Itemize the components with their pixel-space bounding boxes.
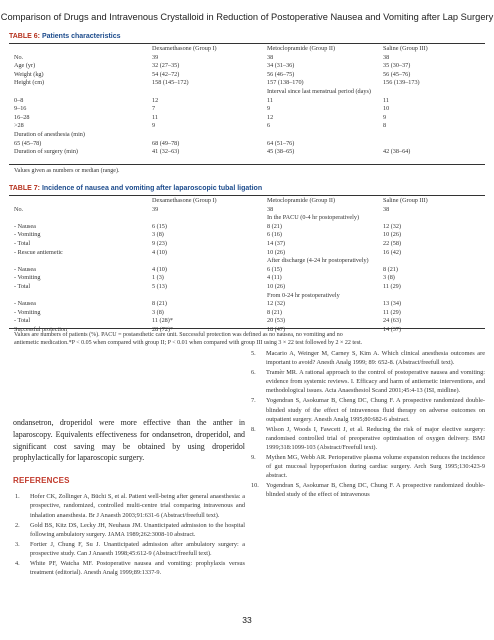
table7-note [14, 331, 362, 348]
table-cell: Duration of surgery (min) [14, 148, 78, 156]
table-cell: 11 [383, 96, 389, 104]
table-cell [9, 214, 147, 223]
reference-item [249, 349, 485, 367]
table-cell: 38 [383, 205, 390, 213]
table-cell: 4 (10) [152, 265, 167, 273]
table-cell: 12 [152, 96, 159, 104]
column-header: Dexamethasone (Group I) [152, 45, 217, 52]
table-cell: - Total [14, 317, 31, 325]
table-cell: 14 (37) [383, 325, 402, 333]
table-cell [378, 214, 485, 223]
references-list-right [249, 349, 485, 500]
table-row [9, 206, 485, 215]
reference-item [13, 559, 245, 577]
table-cell: - Nausea [14, 300, 36, 308]
table-row [9, 114, 485, 123]
table-cell: 12 [267, 113, 274, 121]
table-cell [378, 292, 485, 301]
table-cell: 8 (21) [152, 300, 167, 308]
reference-number: 10. [251, 482, 259, 490]
body-paragraph: ondansetron, droperidol were more effective than the anther in laparoscopy. Equivalents effectiveness for ondansetron, droperidol, and significant cost saving may be obtained by using droperidol prophylactically for laparoscopic surgery. [13, 418, 245, 463]
table-cell [378, 140, 485, 149]
table-cell: 64 (51–76) [267, 139, 295, 147]
table-cell: 11 [152, 113, 158, 121]
table-cell [147, 88, 262, 97]
right-column [249, 349, 485, 501]
table-cell: Successful protection [14, 325, 68, 333]
reference-text: Mythen MG, Webb AR. Perioperative plasma volume expansion reduces the incidence of gut mucosal hypoperfusion during cardiac surgery. Arch Surg 1995;130:423-9 abstract. [266, 454, 485, 480]
table-cell: 156 (139–173) [383, 79, 420, 87]
reference-text: Tramèr MR. A rational approach to the control of postoperative nausea and vomiting: evidence from systemic reviews. I. Efficacy and harm of antiemetic interventions, and methodological issues. Acta Anaesthesiol Scand 2001;45:4-13 (ISI, midline). [266, 369, 485, 395]
table-cell: No. [14, 53, 24, 61]
table-cell: 6 (15) [267, 265, 282, 273]
table6-note: Values given as numbers or median (range). [14, 168, 120, 174]
table-cell: After discharge (4-24 hr postoperatively) [267, 257, 369, 265]
table-cell: - Vomiting [14, 308, 41, 316]
reference-item [13, 521, 245, 539]
table-cell [262, 131, 378, 140]
reference-text: Macario A, Weinger M, Carney S, Kim A. Which clinical anesthesia outcomes are important to avoid? Anesth Analg 1999; 89: 652-8. (Abstract/freefull text). [266, 350, 485, 367]
table-cell: 39 [152, 53, 159, 61]
table-cell: 0–8 [14, 96, 24, 104]
left-column [13, 417, 245, 578]
table7 [9, 197, 485, 335]
table-cell: 35 (30–37) [383, 62, 411, 70]
table-cell: - Total [14, 282, 31, 290]
table-cell: 4 (10) [152, 248, 167, 256]
table-cell: 38 [383, 53, 390, 61]
table-cell: 10 (26) [383, 231, 402, 239]
table-row [9, 131, 485, 140]
table-cell: Height (cm) [14, 79, 45, 87]
table-cell [9, 292, 147, 301]
table-cell: 18 (47) [267, 325, 286, 333]
table-row [9, 240, 485, 249]
reference-text: White PF, Watcha MF. Postoperative nausea and vomiting: prophylaxis versus treatment (editorial). Anesth Analg 1999;89:1337-9. [30, 560, 245, 577]
references-list-left [13, 492, 245, 577]
reference-text: Hofer CK, Zollinger A, Büchi S, et al. Patient well-being after general anaesthesia: a prospective, randomized, controlled multi-centre trial comparing intravenous and inhalation anaesthesia. Br J Anaesth 2003;91:631-6 (Abstract/freefull text). [30, 493, 245, 519]
table-cell: 24 (63) [383, 317, 402, 325]
table-cell [147, 131, 262, 140]
table-cell: In the PACU (0-4 hr postoperatively) [267, 214, 360, 222]
table-cell: 9 [383, 113, 387, 121]
reference-number: 1. [15, 493, 20, 501]
table7-note-line2: antiemetic medication.*P < 0.05 when compared with group II; P < 0.01 when compared with group III using 3 × 22 test followed by 2 × 22 test. [14, 340, 363, 347]
table6 [9, 45, 485, 157]
table7-label: TABLE 7: [9, 185, 40, 192]
reference-item [249, 481, 485, 499]
table-cell: 54 (42–72) [152, 70, 180, 78]
table-cell [378, 131, 485, 140]
table-cell: 10 (26) [267, 248, 286, 256]
table-cell: - Vomiting [14, 274, 41, 282]
table-cell: 65 (45–78) [14, 139, 42, 147]
table-cell: 13 (34) [383, 300, 402, 308]
table-cell: 7 [152, 105, 156, 113]
table-cell: 11 (29) [383, 282, 401, 290]
table-row [9, 309, 485, 318]
table-cell: - Nausea [14, 222, 36, 230]
table-cell: 5 (13) [152, 282, 167, 290]
reference-item [13, 492, 245, 519]
table-cell: 45 (38–65) [267, 148, 295, 156]
reference-text: Yogendran S, Asokumar B, Cheng DC, Chung F. A prospective randomized double-blinded study of the effect of intravenous fluid therapy on adverse outcomes on outpatient surgery. Anesth Analg 1995;80:682-6 abstract. [266, 397, 485, 423]
table-cell: 56 (46–75) [267, 70, 295, 78]
table-row [9, 300, 485, 309]
table-cell [147, 214, 262, 223]
table-cell: 56 (45–76) [383, 70, 411, 78]
reference-number: 8. [251, 425, 256, 433]
table-cell: 9 [152, 122, 156, 130]
reference-number: 3. [15, 540, 20, 548]
table-cell: From 0-24 hr postoperatively [267, 291, 340, 299]
table-cell: 12 (32) [267, 300, 286, 308]
table-row [9, 214, 485, 223]
table-cell [378, 88, 485, 97]
table-cell: 11 (28)* [152, 317, 173, 325]
table-row [9, 317, 485, 326]
reference-number: 9. [251, 454, 256, 462]
table7-top-rule [9, 195, 485, 196]
table-cell [9, 257, 147, 266]
table-cell: 9 [267, 105, 271, 113]
table-cell: - Vomiting [14, 231, 41, 239]
table-cell: 11 (29) [383, 308, 401, 316]
table-cell: 8 (21) [267, 308, 282, 316]
table-row [9, 105, 485, 114]
table-cell: Age (yr) [14, 62, 36, 70]
table-cell: 3 (8) [152, 231, 164, 239]
reference-number: 6. [251, 369, 256, 377]
table-cell: 6 (16) [267, 231, 282, 239]
column-header: Metoclopramide (Group II) [267, 197, 336, 204]
references-heading: REFERENCES [13, 476, 70, 486]
table-cell: 3 (8) [152, 308, 164, 316]
reference-text: Gold BS, Kitz DS, Lecky JH, Neuhaus JM. Unanticipated admission to the hospital following ambulatory surgery. JAMA 1989;262:3008-10 abstract. [30, 521, 245, 538]
table-cell: Weight (kg) [14, 70, 44, 78]
column-header: Dexamethasone (Group I) [152, 197, 217, 204]
table-cell: 32 (27–35) [152, 62, 180, 70]
table-row [9, 257, 485, 266]
table-cell: >28 [14, 122, 24, 130]
table-cell: 41 (32–63) [152, 148, 180, 156]
table-cell: 158 (145–172) [152, 79, 189, 87]
table-cell: 8 (21) [267, 222, 282, 230]
table-cell: Interval since last menstrual period (days) [267, 87, 371, 95]
table6-header-row [9, 45, 485, 54]
table7-caption [9, 185, 262, 192]
table-cell: 16–28 [14, 113, 30, 121]
table-row [9, 231, 485, 240]
table-row [9, 97, 485, 106]
table-cell: 8 (21) [383, 265, 398, 273]
table6-caption [9, 33, 121, 40]
reference-text: Yogendran S, Asokumar B, Cheng DC, Chung F. A prospective randomized double-blinded study of the effect of intravenous [266, 482, 485, 499]
table-cell: 8 [383, 122, 387, 130]
reference-number: 7. [251, 397, 256, 405]
page-number: 33 [242, 615, 252, 625]
reference-text: Fortier J, Chung F, Su J. Unanticipated admission after ambulatory surgery: a prospective study. Can J Anaesth 1998;45:612-9 (Abstract/freefull text). [30, 540, 245, 557]
table-cell: - Total [14, 239, 31, 247]
table-cell: 6 (15) [152, 222, 167, 230]
table-row [9, 223, 485, 232]
table-cell: 28 (72)* [152, 325, 174, 333]
reference-item [13, 540, 245, 558]
table-cell: 11 [267, 96, 273, 104]
table-row [9, 88, 485, 97]
table-cell: 3 (8) [383, 274, 395, 282]
reference-number: 2. [15, 521, 20, 529]
table-cell: 16 (42) [383, 248, 402, 256]
table-row [9, 54, 485, 63]
column-header: Saline (Group III) [383, 45, 428, 52]
table-cell [378, 257, 485, 266]
table-cell: 68 (49–78) [152, 139, 180, 147]
table-row [9, 274, 485, 283]
table-cell: 9 (23) [152, 239, 167, 247]
table-row [9, 122, 485, 131]
table-cell: 38 [267, 53, 274, 61]
table-cell [147, 292, 262, 301]
table-row [9, 292, 485, 301]
reference-item [249, 453, 485, 480]
table7-header-row [9, 197, 485, 206]
table-row [9, 266, 485, 275]
reference-number: 5. [251, 350, 256, 357]
column-header: Saline (Group III) [383, 197, 428, 204]
column-header: Metoclopramide (Group II) [267, 45, 336, 52]
reference-item [249, 425, 485, 452]
table-row [9, 140, 485, 149]
running-head: Comparison of Drugs and Intravenous Crystalloid in Reduction of Postoperative Nausea and Vomiting after Lap Surgery [0, 12, 494, 22]
table6-bottom-rule [9, 164, 485, 165]
reference-text: Wilson J, Woods I, Fawcett J, et al. Reducing the risk of major elective surgery: randomised controlled trial of preoperative optimisation of oxygen delivery. BMJ 1999;318:1099-103 (Abstract/Freefull text). [266, 425, 485, 451]
table7-bottom-rule [9, 328, 485, 329]
table-cell: 34 (31–36) [267, 62, 295, 70]
table-cell: 10 (26) [267, 282, 286, 290]
table-row [9, 148, 485, 157]
table-row [9, 71, 485, 80]
table-cell: 4 (11) [267, 274, 282, 282]
table-cell: 6 [267, 122, 271, 130]
table-cell: 12 (32) [383, 222, 402, 230]
table-row [9, 249, 485, 258]
reference-number: 4. [15, 560, 20, 568]
table7-title: Incidence of nausea and vomiting after laparoscopic tubal ligation [41, 185, 263, 192]
table-cell: 1 (3) [152, 274, 164, 282]
table7-note-line1: Values are numbers of patients (%). PACU = postaesthetic care unit. Successful protection was defined as no nausea, no vomiting and no [14, 332, 343, 338]
table-cell: 10 [383, 105, 390, 113]
table-row [9, 79, 485, 88]
table-cell: 14 (37) [267, 239, 286, 247]
table-cell: - Nausea [14, 265, 36, 273]
table6-top-rule [9, 43, 485, 44]
table-cell [147, 257, 262, 266]
table-cell: No. [14, 205, 24, 213]
reference-item [249, 396, 485, 423]
table-row [9, 283, 485, 292]
table-cell: 157 (138–170) [267, 79, 304, 87]
table-cell: 9–16 [14, 105, 27, 113]
table-cell: Duration of anesthesia (min) [14, 130, 85, 138]
table-row [9, 62, 485, 71]
table-cell: 38 [267, 205, 274, 213]
table6-title: Patients characteristics [41, 33, 121, 40]
table-cell: 22 (58) [383, 239, 402, 247]
reference-item [249, 368, 485, 395]
column-header [9, 45, 147, 54]
column-header [9, 197, 147, 206]
table-cell: 42 (38–64) [383, 148, 411, 156]
table6-label: TABLE 6: [9, 33, 40, 40]
table-cell: 20 (53) [267, 317, 286, 325]
table-cell: - Rescue antiemetic [14, 248, 63, 256]
table-cell: 39 [152, 205, 159, 213]
table-cell [9, 88, 147, 97]
